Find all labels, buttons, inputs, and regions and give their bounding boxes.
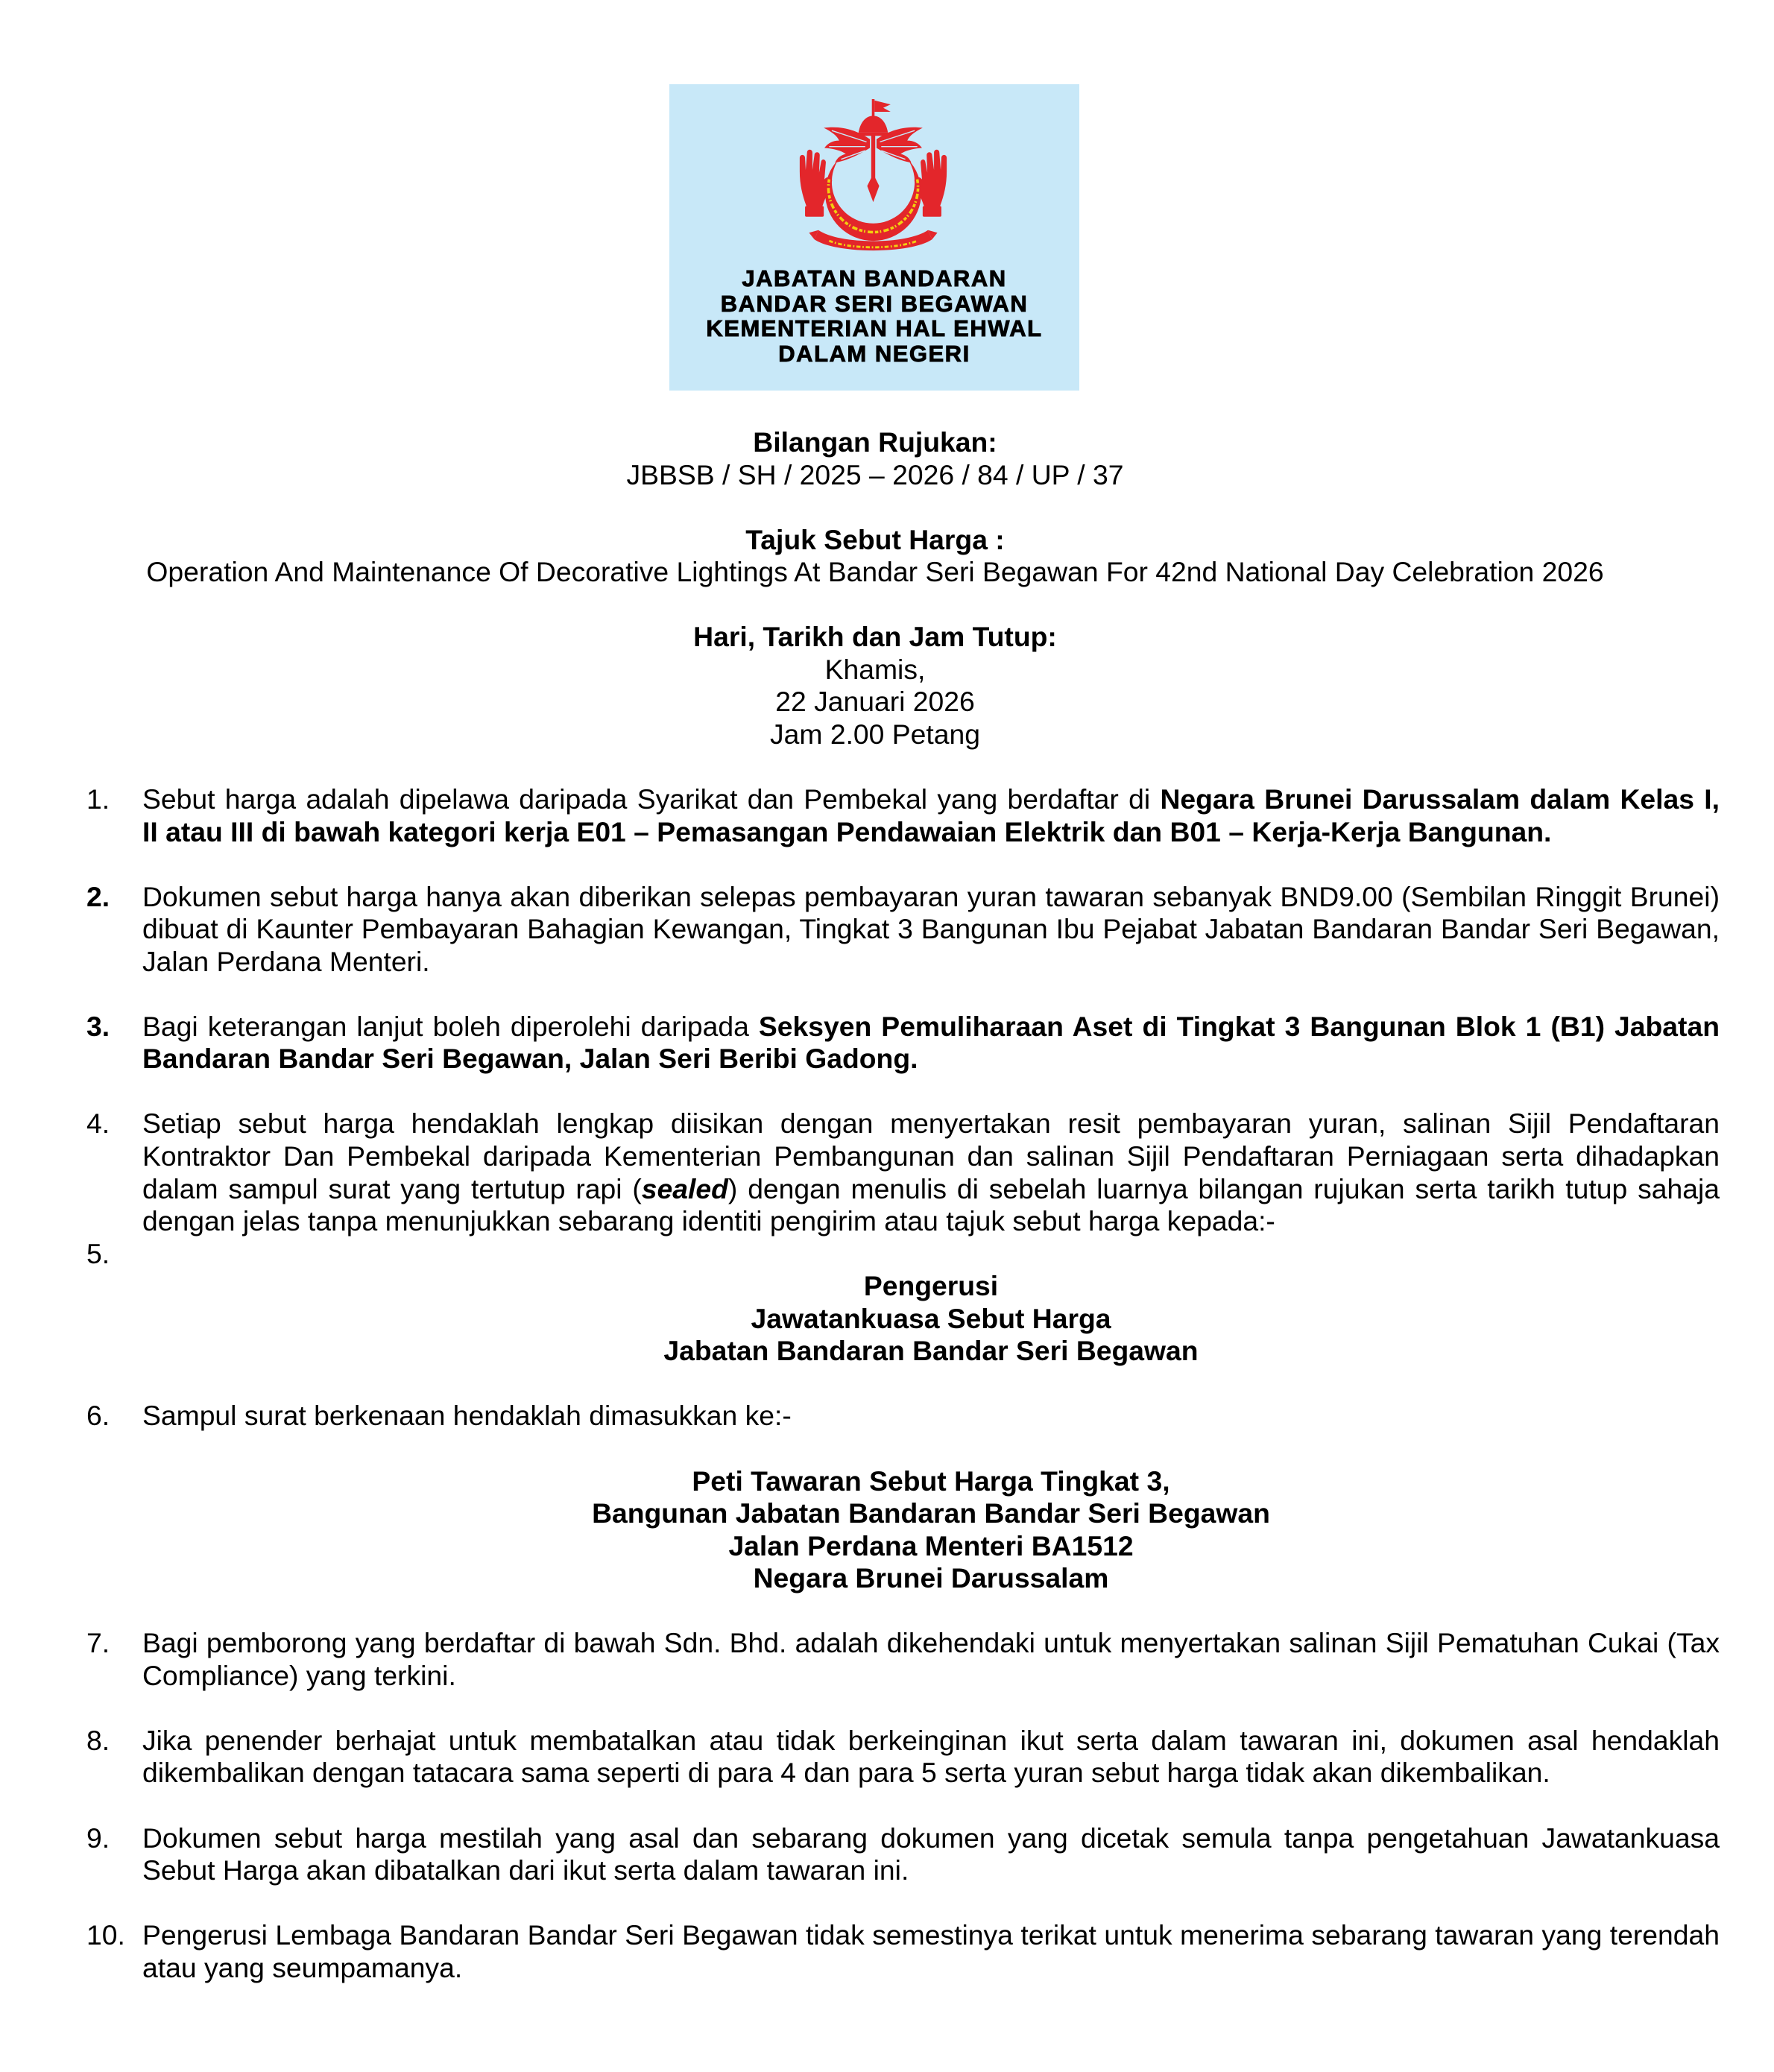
clause-text: dibuat di Kaunter Pembayaran Bahagian Kewangan, Tingkat 3 Bangunan Ibu Pejabat Jabatan Bandaran Bandar Seri Begawan, [142, 913, 1720, 945]
blank-line [0, 1790, 1774, 1822]
clause-6 [0, 1400, 1774, 1433]
clause-text: Dokumen sebut harga hanya akan diberikan selepas pembayaran yuran tawaran sebanyak BND9.00 (Sembilan Ringgit Brunei) [142, 880, 1720, 912]
clause-line [142, 946, 1720, 979]
clause-text: dengan jelas tanpa menunjukkan sebarang identiti pengirim atau tajuk sebut harga kepada:- [142, 1205, 1275, 1237]
clause-line [142, 1043, 1720, 1076]
brunei-crest-icon [797, 99, 950, 254]
closing-day: Khamis, [824, 653, 926, 685]
clause-text: dalam sampul surat yang tertutup rapi ( [142, 1172, 642, 1204]
clause-line [142, 1173, 1720, 1206]
clause-text: Dokumen sebut harga mestilah yang asal dan sebarang dokumen yang dicetak semula tanpa pengetahuan Jawatankuasa [142, 1822, 1720, 1854]
clause-line [142, 1011, 1720, 1043]
logo-line: DALAM NEGERI [778, 340, 970, 367]
clause-2 [0, 881, 1774, 979]
clause-3 [0, 1011, 1774, 1076]
logo-line: KEMENTERIAN HAL EHWAL [706, 315, 1043, 341]
clause-line [142, 783, 1720, 816]
clause-number: 4. [86, 1108, 110, 1140]
blank-line [0, 1595, 1774, 1628]
clause-text: Bagi pemborong yang berdaftar di bawah Sdn. Bhd. adalah dikehendaki untuk menyertakan salinan Sijil Pematuhan Cukai (Tax [142, 1627, 1720, 1659]
address-line: Jalan Perdana Menteri BA1512 [728, 1529, 1134, 1561]
clause-line [142, 1854, 1720, 1887]
crest-flag [872, 99, 891, 118]
clause-number: 5. [86, 1237, 110, 1269]
clause-1 [0, 783, 1774, 848]
crest-parasol [857, 116, 889, 136]
blank-line [0, 1692, 1774, 1725]
clause-line [142, 1400, 1720, 1433]
clause-text: Kontraktor Dan Pembekal daripada Kementerian Pembangunan dan salinan Sijil Pendaftaran Perniagaan serta dihadapkan [142, 1140, 1720, 1172]
clause-line [142, 1140, 1720, 1173]
department-logo [669, 84, 1079, 391]
clause-7 [0, 1627, 1774, 1692]
clause-8 [0, 1725, 1774, 1790]
clause-line [142, 1757, 1720, 1790]
clause-text: Compliance) yang terkini. [142, 1659, 456, 1691]
clause-text: Pengerusi Lembaga Bandaran Bandar Seri Begawan tidak semestinya terikat untuk menerima sebarang tawaran yang terendah [142, 1919, 1720, 1951]
closing-date: 22 Januari 2026 [775, 686, 975, 718]
blank-line [0, 589, 1774, 622]
clause-text: ) dengan menulis di sebelah luarnya bilangan rujukan serta tarikh tutup sahaja [727, 1172, 1720, 1204]
clause-text-bold: Bandaran Bandar Seri Begawan, Jalan Seri Beribi Gadong. [142, 1043, 918, 1075]
notice-body [0, 426, 1774, 1984]
blank-line [0, 1076, 1774, 1108]
blank-line [0, 751, 1774, 783]
blank-line [0, 1887, 1774, 1920]
clause-line [142, 1952, 1720, 1985]
crest-centre-ornament [867, 174, 879, 202]
clause-text: Sebut harga adalah dipelawa daripada Syarikat dan Pembekal yang berdaftar di [142, 783, 1161, 815]
closing-time: Jam 2.00 Petang [770, 718, 980, 750]
clause-number: 7. [86, 1627, 110, 1659]
closing-label: Hari, Tarikh dan Jam Tutup: [693, 621, 1057, 653]
clause-text: Setiap sebut harga hendaklah lengkap diisikan dengan menyertakan resit pembayaran yuran, salinan Sijil Pendaftaran [142, 1108, 1720, 1140]
quotation-title-label: Tajuk Sebut Harga : [745, 523, 1005, 555]
reference-label: Bilangan Rujukan: [753, 426, 997, 458]
address-line: Pengerusi [863, 1270, 999, 1302]
address-line: Negara Brunei Darussalam [753, 1562, 1109, 1594]
clause-number: 1. [86, 783, 110, 815]
clause-line [142, 1205, 1720, 1238]
reference-number: JBBSB / SH / 2025 – 2026 / 84 / UP / 37 [626, 458, 1124, 490]
blank-line [0, 848, 1774, 881]
clause-4 [0, 1108, 1774, 1237]
clause-text-bold: II atau III di bawah kategori kerja E01 – Pemasangan Pendawaian Elektrik dan B01 – Kerja-Kerja Bangunan. [142, 815, 1552, 847]
clause-text: atau yang seumpamanya. [142, 1951, 463, 1983]
clause-line [142, 1725, 1720, 1757]
blank-line [0, 491, 1774, 524]
clause-line [142, 1822, 1720, 1855]
clause-number: 8. [86, 1724, 110, 1756]
clause-text: Bagi keterangan lanjut boleh diperolehi daripada [142, 1010, 759, 1042]
clause-text: Sampul surat berkenaan hendaklah dimasukkan ke:- [142, 1400, 792, 1432]
clause-10 [0, 1919, 1774, 1984]
clause-text: Jalan Perdana Menteri. [142, 945, 430, 977]
address-line: Jabatan Bandaran Bandar Seri Begawan [663, 1335, 1199, 1367]
clause-line [142, 881, 1720, 914]
clause-text-emphasis: sealed [641, 1172, 728, 1204]
logo-line: JABATAN BANDARAN [742, 265, 1007, 291]
clause-line [142, 913, 1720, 946]
clause-text: dikembalikan dengan tatacara sama seperti di para 4 dan para 5 serta yuran sebut harga tidak akan dikembalikan. [142, 1757, 1550, 1789]
clause-number: 2. [86, 880, 110, 912]
clause-9 [0, 1822, 1774, 1887]
clause-number: 3. [86, 1010, 110, 1042]
logo-text [669, 266, 1079, 366]
clause-line [142, 1919, 1720, 1952]
address-line: Jawatankuasa Sebut Harga [751, 1302, 1111, 1334]
blank-line [0, 1368, 1774, 1400]
clause-number: 6. [86, 1400, 110, 1432]
clause-line [142, 1108, 1720, 1140]
clause-line [142, 1627, 1720, 1660]
clause-line [142, 816, 1720, 849]
blank-line [0, 978, 1774, 1011]
clause-text-bold: Negara Brunei Darussalam dalam Kelas I, [1160, 783, 1720, 815]
address-line: Peti Tawaran Sebut Harga Tingkat 3, [692, 1465, 1170, 1497]
clause-text: Jika penender berhajat untuk membatalkan atau tidak berkeinginan ikut serta dalam tawaran ini, dokumen asal hendaklah [142, 1724, 1720, 1756]
clause-number: 10. [86, 1919, 125, 1951]
clause-text: Sebut Harga akan dibatalkan dari ikut serta dalam tawaran ini. [142, 1854, 909, 1886]
clause-5 [0, 1238, 1774, 1271]
quotation-title: Operation And Maintenance Of Decorative Lightings At Bandar Seri Begawan For 42nd National Day Celebration 2026 [146, 556, 1604, 588]
logo-line: BANDAR SERI BEGAWAN [720, 290, 1029, 317]
clause-line [0, 1238, 1774, 1271]
clause-line [142, 1660, 1720, 1693]
blank-line [0, 1433, 1774, 1465]
clause-text-bold: Seksyen Pemuliharaan Aset di Tingkat 3 Bangunan Blok 1 (B1) Jabatan [758, 1010, 1720, 1042]
clause-number: 9. [86, 1822, 110, 1854]
address-line: Bangunan Jabatan Bandaran Bandar Seri Begawan [592, 1497, 1270, 1529]
